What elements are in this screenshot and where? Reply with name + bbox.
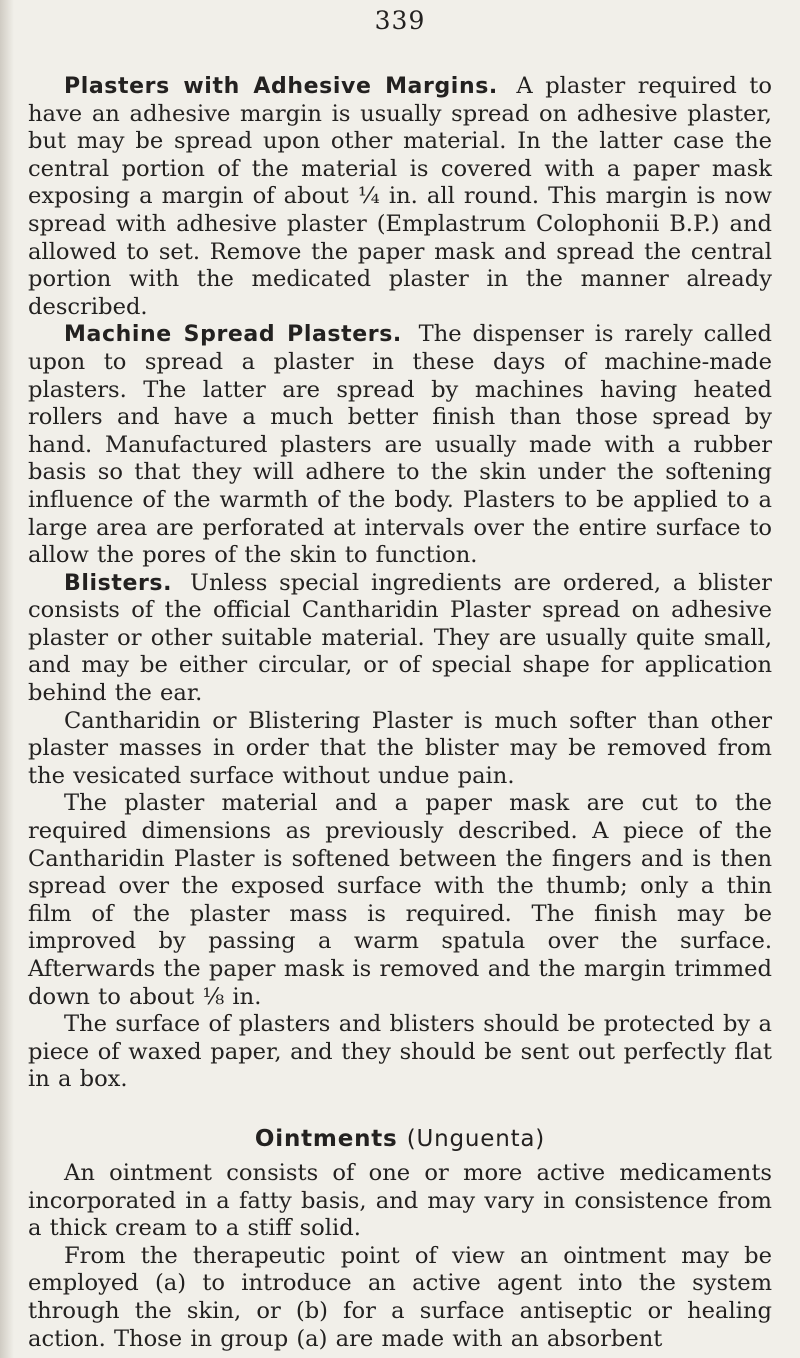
paragraph-blisters xyxy=(28,570,772,708)
paragraph-therapeutic-use: From the therapeutic point of view an ointment may be employed (a) to introduce an active agent into the system through the skin, or (b) for a surface antiseptic or healing action. Those in group (a) are made with an absorbent xyxy=(28,1242,772,1352)
paragraph-text: The dispenser is rarely called upon to spread a plaster in these days of machine-made plasters. The latter are spread by machines having heated rollers and have a much better finish than those spread by hand. Manufactured plasters are usually made with a rubber basis so that they will adhere to the skin under the softening influence of the warmth of the body. Plasters to be applied to a large area are perforated at intervals over the entire surface to allow the pores of the skin to function. xyxy=(28,321,772,569)
paragraph-cantharidin: Cantharidin or Blistering Plaster is much softer than other plaster masses in order that the blister may be removed from the vesicated surface without undue pain. xyxy=(28,707,772,789)
body-text xyxy=(28,73,772,1353)
paragraph-plaster-material: The plaster material and a paper mask are cut to the required dimensions as previously described. A piece of the Cantharidin Plaster is softened between the fingers and is then spread over the exposed surface with the thumb; only a thin film of the plaster mass is required. The finish may be improved by passing a warm spatula over the surface. Afterwards the paper mask is removed and the margin trimmed down to about ⅛ in. xyxy=(28,790,772,1010)
run-in-heading-adhesive-margins: Plasters with Adhesive Margins. xyxy=(64,74,498,99)
page-number: 339 xyxy=(374,6,426,35)
paragraph-adhesive-margins xyxy=(28,73,772,321)
section-heading-ointments xyxy=(28,1124,772,1154)
run-in-heading-machine-spread: Machine Spread Plasters. xyxy=(64,322,402,348)
run-in-heading-blisters: Blisters. xyxy=(64,570,173,596)
paragraph-text: Unless special ingredients are ordered, a blister consists of the official Cantharidin Plaster spread on adhesive plaster or other suitable material. They are usually quite small, and may be either circular, or of special shape for application behind the ear. xyxy=(28,569,772,707)
section-heading-main: Ointments xyxy=(254,1125,398,1152)
paragraph-surface-protection: The surface of plasters and blisters should be protected by a piece of waxed paper, and they should be sent out perfectly flat in a box. xyxy=(28,1011,772,1093)
section-heading-subtitle: (Unguenta) xyxy=(406,1125,546,1152)
paragraph-text: A plaster required to have an adhesive margin is usually spread on adhesive plaster, but may be spread upon other material. In the latter case the central portion of the material is covered with a paper mask exposing a margin of about ¼ in. all round. This margin is now spread with adhesive plaster (Emplastrum Colophonii B.P.) and allowed to set. Remove the paper mask and spread the central portion with the medicated plaster in the manner already described. xyxy=(28,73,772,320)
paragraph-machine-spread xyxy=(28,321,772,569)
page-edge-shadow xyxy=(0,0,14,1358)
paragraph-ointment-definition: An ointment consists of one or more active medicaments incorporated in a fatty basis, and may vary in consistence from a thick cream to a stiff solid. xyxy=(28,1159,772,1242)
